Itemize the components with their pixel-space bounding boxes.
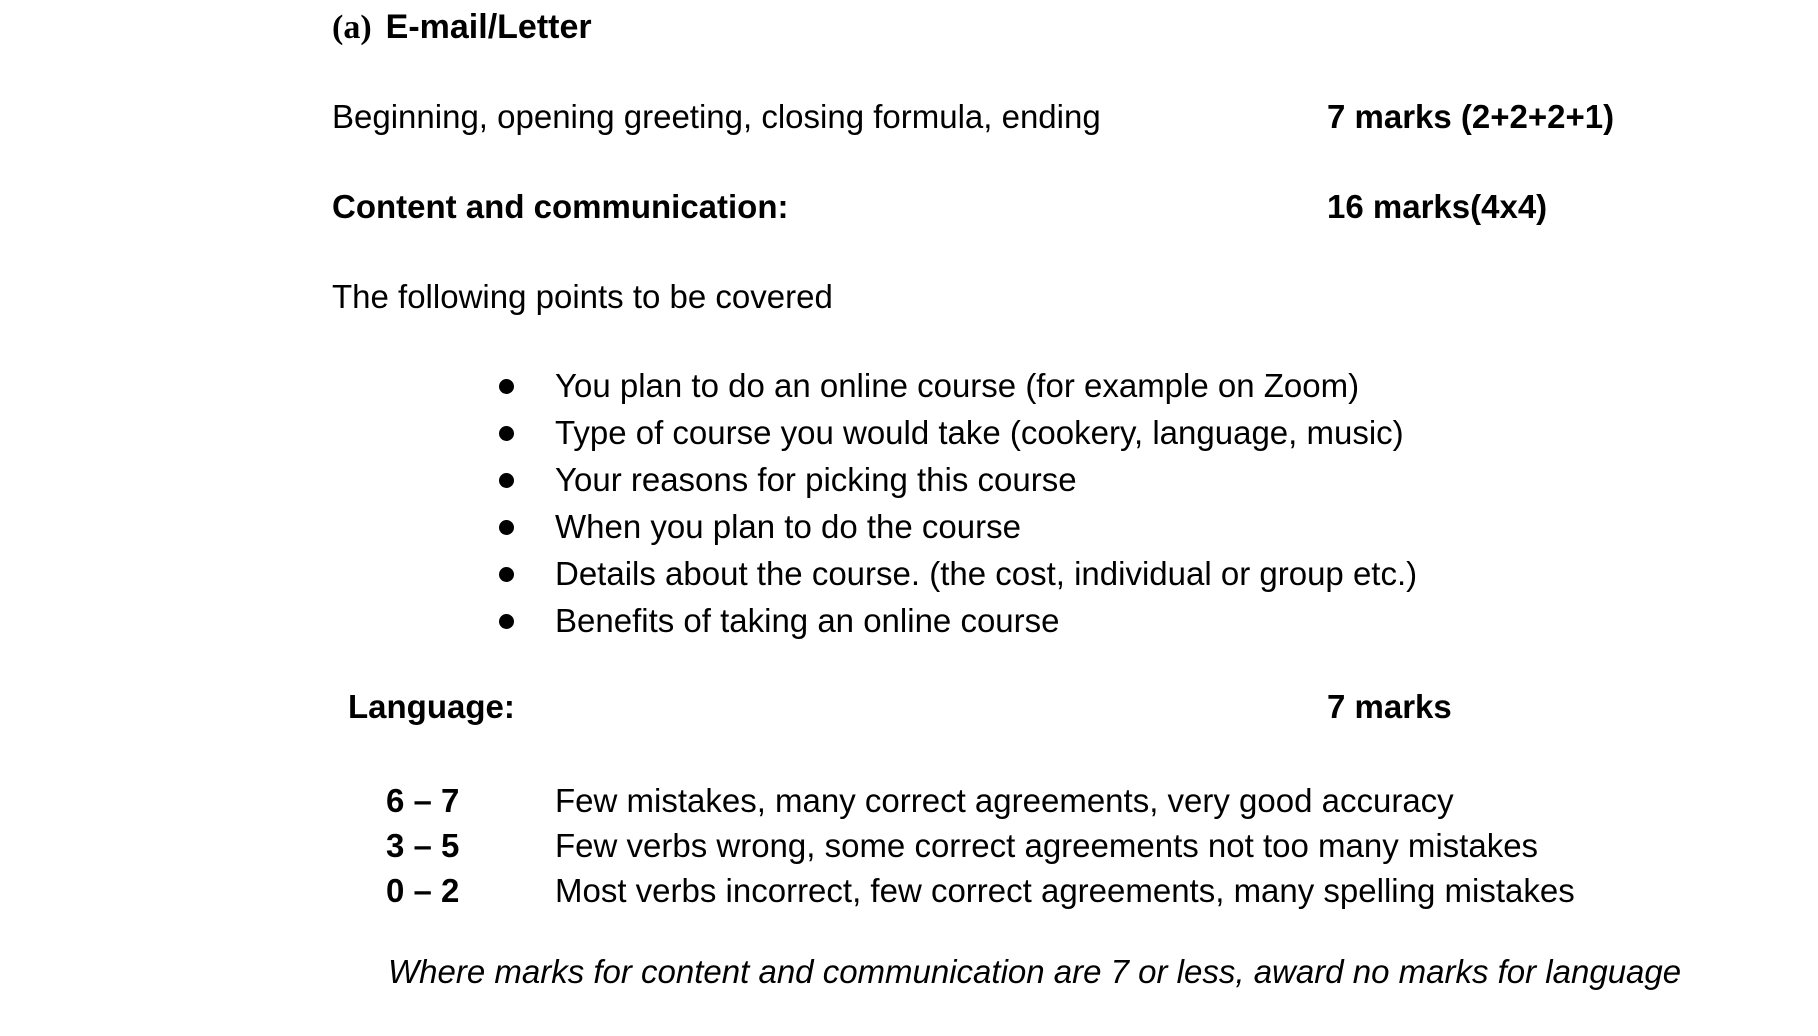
- marking-note: Where marks for content and communication are 7 or less, award no marks for language: [388, 953, 1682, 990]
- score-range: 6 – 7: [386, 782, 460, 819]
- point-text: Benefits of taking an online course: [555, 602, 1060, 639]
- bullet-icon: [499, 379, 514, 394]
- content-criteria-marks: 16 marks(4x4): [1327, 188, 1548, 225]
- section-label: (a): [332, 9, 372, 46]
- point-text: When you plan to do the course: [555, 508, 1021, 545]
- bullet-icon: [499, 567, 514, 582]
- score-description: Few verbs wrong, some correct agreements not too many mistakes: [555, 827, 1539, 864]
- score-description: Most verbs incorrect, few correct agreements, many spelling mistakes: [555, 872, 1575, 909]
- point-text: Your reasons for picking this course: [555, 461, 1077, 498]
- content-criteria-label: Content and communication:: [332, 188, 789, 225]
- bullet-icon: [499, 614, 514, 629]
- section-heading: [332, 8, 592, 47]
- language-criteria-marks: 7 marks: [1327, 688, 1452, 725]
- score-description: Few mistakes, many correct agreements, very good accuracy: [555, 782, 1454, 819]
- point-text: Type of course you would take (cookery, language, music): [555, 414, 1404, 451]
- language-criteria-label: Language:: [348, 688, 515, 725]
- point-text: Details about the course. (the cost, individual or group etc.): [555, 555, 1418, 592]
- points-intro: The following points to be covered: [332, 278, 833, 315]
- section-title: E-mail/Letter: [385, 8, 592, 46]
- bullet-icon: [499, 520, 514, 535]
- bullet-icon: [499, 473, 514, 488]
- format-criteria-marks: 7 marks (2+2+2+1): [1327, 98, 1615, 135]
- score-range: 0 – 2: [386, 872, 460, 909]
- point-text: You plan to do an online course (for example on Zoom): [555, 367, 1360, 404]
- bullet-icon: [499, 426, 514, 441]
- score-range: 3 – 5: [386, 827, 460, 864]
- format-criteria-label: Beginning, opening greeting, closing formula, ending: [332, 98, 1101, 135]
